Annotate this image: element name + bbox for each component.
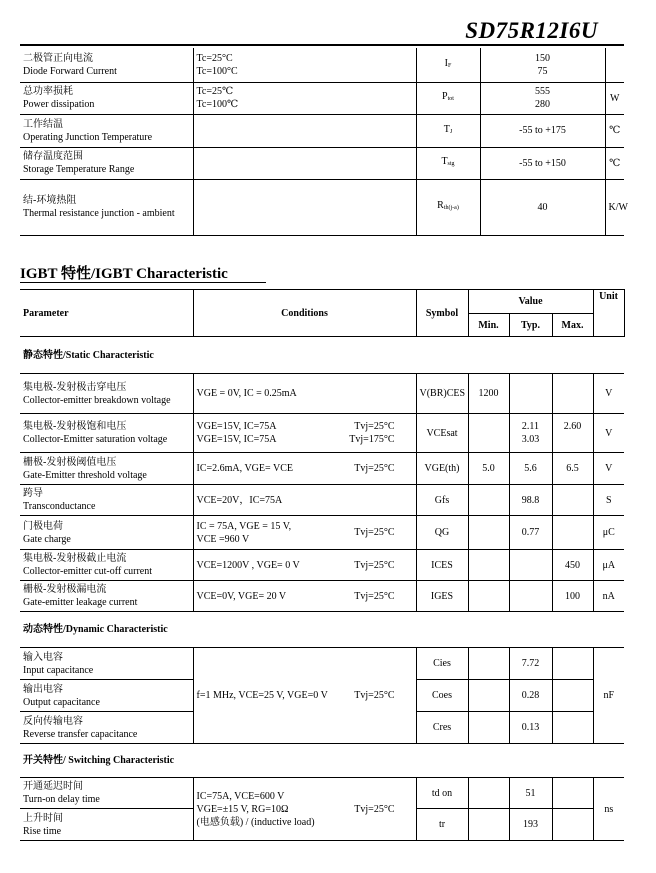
igbt-characteristic-table [20,289,625,841]
param-zh: 反向传输电容 [23,715,83,727]
symbol: tr [416,809,468,841]
unit: nF [593,648,624,744]
condition: VGE=15V, IC=75A [196,421,277,432]
param-zh: 工作结温 [23,118,63,130]
symbol: IGES [416,581,468,612]
unit: nA [593,581,624,612]
typ: 5.6 [509,453,552,485]
param-en: Thermal resistance junction - ambient [23,208,175,219]
col-symbol: Symbol [416,290,468,337]
page-title: SD75R12I6U [465,18,598,43]
condition: VCE=20V，IC=75A [193,485,416,516]
param-en: Input capacitance [23,664,94,676]
group-switching: 开关特性/ Switching Characteristic [20,744,624,778]
symbol: I [444,57,448,69]
symbol: td on [416,778,468,809]
col-value: Value [468,290,593,314]
typ: 7.72 [509,648,552,680]
param-en: Collector-emitter breakdown voltage [23,394,171,406]
max: 2.60 [552,414,593,453]
table-row [20,581,624,612]
table-row [20,453,624,485]
typ [509,374,552,414]
condition: VGE = 0V, IC = 0.25mA [193,374,416,414]
param-zh: 跨导 [23,488,43,499]
symbol-sub: tot [447,96,454,102]
condition-temp: Tvj=25°C [354,690,395,701]
value: -55 to +175 [480,114,605,147]
param-en: Collector-emitter cut-off current [23,566,153,577]
condition: Tc=25°C [196,52,233,64]
param-zh: 集电极-发射极饱和电压 [23,421,127,432]
typ: 0.28 [509,680,552,712]
condition: VGE=15V, IC=75A [196,434,277,445]
param-zh: 输入电容 [23,651,63,663]
table-row [20,179,624,235]
param-zh: 门极电荷 [23,520,63,532]
typ: 3.03 [521,434,540,445]
symbol: Cies [416,648,468,680]
value: 280 [535,99,550,110]
param-en: Output capacitance [23,696,100,708]
unit: ns [593,778,624,841]
unit: V [593,414,624,453]
condition: f=1 MHz, VCE=25 V, VGE=0 V [196,690,328,701]
condition-temp: Tvj=25°C [354,463,395,474]
symbol: Cres [416,712,468,744]
table-row [20,48,624,82]
param-en: Rise time [23,825,62,837]
unit: W [605,82,624,114]
condition-temp: Tvj=25°C [354,803,395,815]
unit: K/W [605,179,624,235]
symbol: QG [416,516,468,550]
param-en: Collector-Emitter saturation voltage [23,434,168,445]
param-en: Operating Junction Temperature [23,131,153,143]
col-min: Min. [468,314,509,337]
param-zh: 二极管正向电流 [23,52,93,64]
symbol: T [441,156,448,167]
table-row [20,516,624,550]
table-row [20,82,624,114]
param-zh: 开通延迟时间 [23,781,83,792]
unit: V [593,453,624,485]
symbol-sub: F [448,62,452,69]
symbol: ICES [416,550,468,581]
section-heading: IGBT 特性/IGBT Characteristic [20,266,228,282]
unit: ℃ [605,147,624,179]
group-static: 静态特性/Static Characteristic [20,337,624,374]
symbol-sub: stg [447,161,455,167]
table-row [20,550,624,581]
param-zh: 集电极-发射极截止电流 [23,553,127,564]
param-zh: 上升时间 [23,812,63,824]
condition-temp: Tvj=25°C [354,559,395,571]
min: 5.0 [468,453,509,485]
symbol: T [443,123,450,135]
unit: V [593,374,624,414]
value: 75 [537,65,548,77]
table-row [20,485,624,516]
param-zh: 输出电容 [23,683,63,695]
table-row [20,414,624,453]
col-parameter: Parameter [20,290,193,337]
unit: ℃ [605,114,624,147]
max-ratings-table [20,48,628,236]
condition-temp: Tvj=25°C [354,590,395,602]
table-row [20,778,624,809]
condition: VCE=1200V , VGE= 0 V [196,559,300,571]
section-heading-underline [20,282,266,283]
symbol: R [437,200,444,211]
condition-temp: Tvj=175°C [349,434,395,445]
table-row [20,374,624,414]
param-en: Gate-emitter leakage current [23,597,138,608]
symbol: Coes [416,680,468,712]
param-en: Transconductance [23,501,96,512]
condition: VCE=0V, VGE= 20 V [196,590,287,602]
table-row [20,147,624,179]
group-dynamic: 动态特性/Dynamic Characteristic [20,612,624,648]
param-zh: 总功率损耗 [23,86,73,97]
condition: Tc=100℃ [196,99,239,110]
param-zh: 结-环境热阻 [23,195,77,206]
value: 150 [535,52,550,64]
condition: IC = 75A, VGE = 15 V, [196,520,292,532]
condition: VGE=±15 V, RG=10Ω [196,803,289,815]
typ: 0.77 [509,516,552,550]
param-zh: 栅极-发射极漏电流 [23,584,107,595]
param-en: Turn-on delay time [23,794,100,805]
condition: IC=75A, VCE=600 V [196,790,285,802]
symbol: Gfs [416,485,468,516]
unit [605,48,624,82]
symbol-sub: th(j-a) [443,205,459,211]
symbol-sub: J [449,128,453,135]
param-en: Reverse transfer capacitance [23,728,138,740]
value: -55 to +150 [480,147,605,179]
symbol: V(BR)CES [416,374,468,414]
table-row [20,114,624,147]
value: 555 [535,86,550,97]
unit: μA [593,550,624,581]
typ: 193 [509,809,552,841]
param-zh: 栅极-发射极阈值电压 [23,456,117,468]
max [552,374,593,414]
table-row [20,648,624,680]
condition-temp: Tvj=25°C [354,526,395,538]
condition: Tc=100°C [196,65,238,77]
param-en: Power dissipation [23,99,95,110]
col-typ: Typ. [509,314,552,337]
symbol: VGE(th) [416,453,468,485]
condition: Tc=25℃ [196,86,234,97]
condition: IC=2.6mA, VGE= VCE [196,463,293,474]
col-conditions: Conditions [193,290,416,337]
param-zh: 集电极-发射极击穿电压 [23,381,127,393]
typ: 2.11 [521,421,540,432]
param-en: Gate-Emitter threshold voltage [23,469,147,481]
param-en: Storage Temperature Range [23,164,135,175]
unit: μC [593,516,624,550]
typ: 51 [509,778,552,809]
typ: 98.8 [509,485,552,516]
header-rule [20,44,624,46]
param-en: Diode Forward Current [23,65,117,77]
condition-temp: Tvj=25°C [354,421,395,432]
max: 6.5 [552,453,593,485]
col-max: Max. [552,314,593,337]
max: 450 [552,550,593,581]
typ: 0.13 [509,712,552,744]
symbol: P [442,91,448,102]
symbol: VCEsat [416,414,468,453]
condition: (电感负载) / (inductive load) [196,816,315,828]
param-en: Gate charge [23,533,71,545]
unit: S [593,485,624,516]
col-unit: Unit [593,290,624,337]
value: 40 [480,179,605,235]
condition: VCE =960 V [196,533,250,545]
max: 100 [552,581,593,612]
param-zh: 储存温度范围 [23,151,83,162]
min: 1200 [468,374,509,414]
